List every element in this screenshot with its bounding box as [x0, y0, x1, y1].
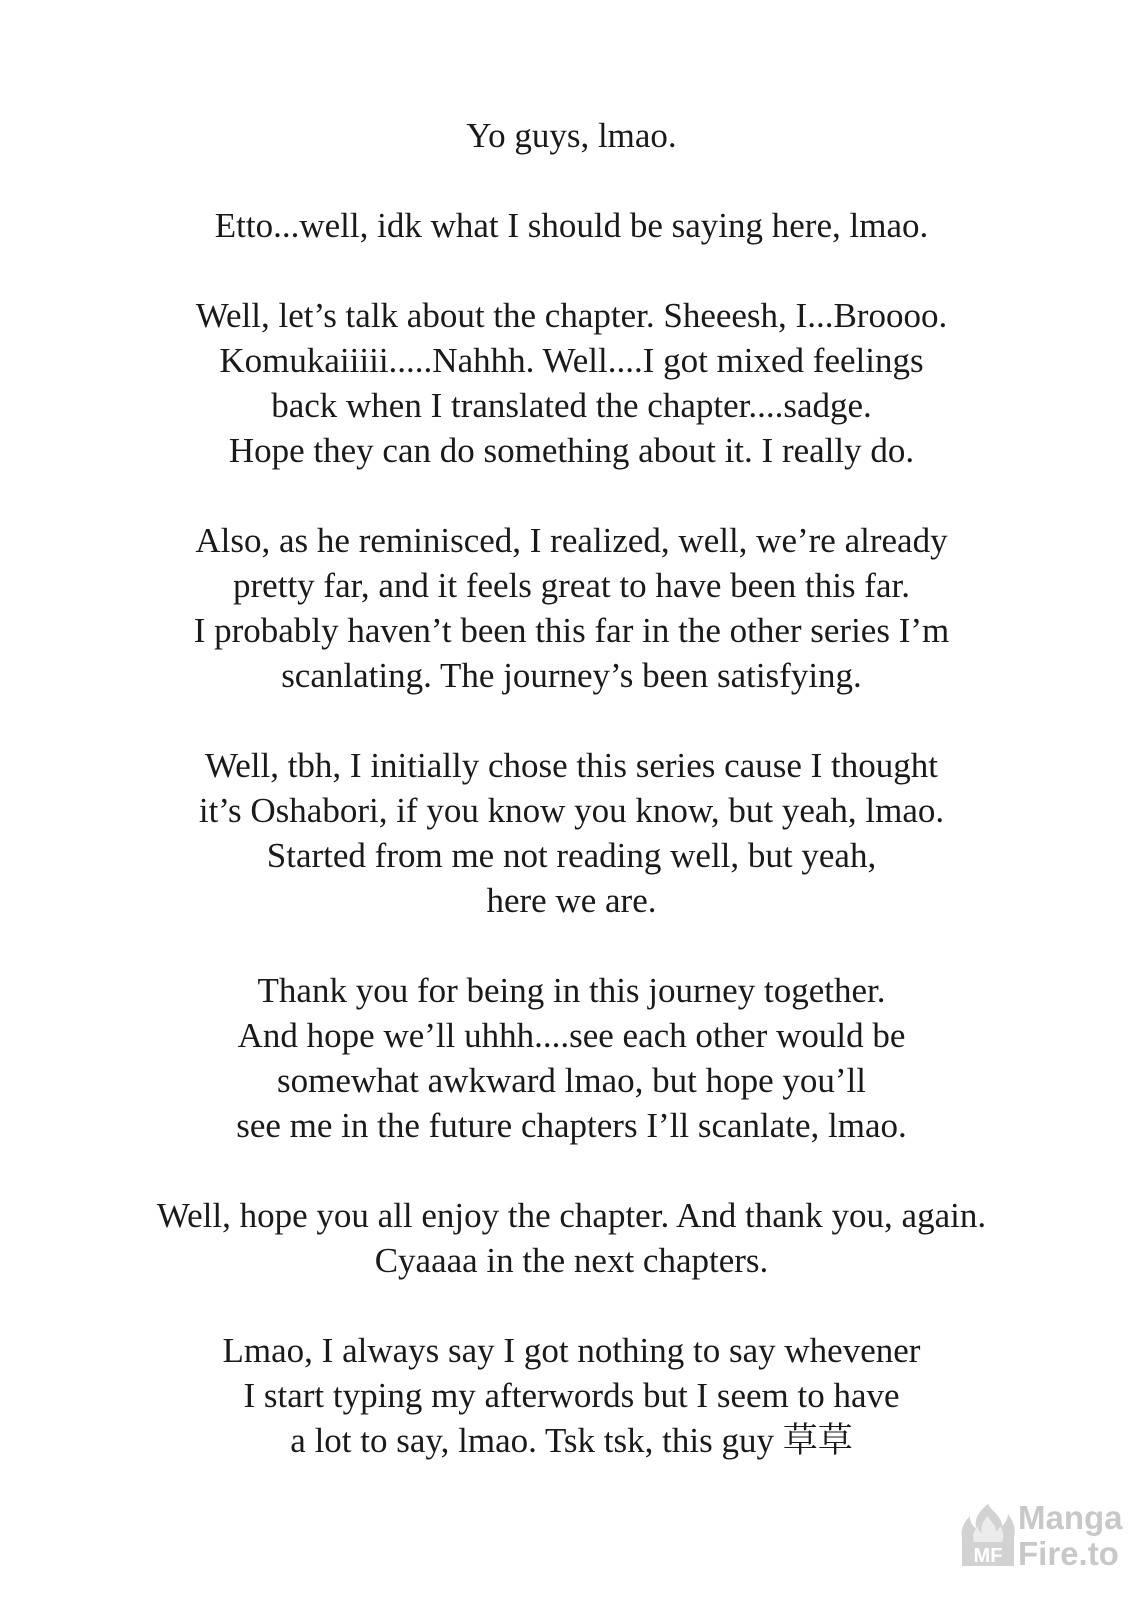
paragraph-origin [0, 743, 1143, 923]
watermark-line-2: Fire.to [1018, 1535, 1119, 1572]
text-line: somewhat awkward lmao, but hope you’ll [276, 1061, 867, 1100]
watermark-line-1: Manga [1018, 1499, 1123, 1536]
flame-logo-icon [958, 1502, 1018, 1570]
text-line: Started from me not reading well, but yeah, [266, 836, 877, 875]
text-line: Hope they can do something about it. I really do. [228, 431, 915, 470]
text-line: Thank you for being in this journey together. [257, 971, 886, 1010]
text-line: scanlating. The journey’s been satisfying. [281, 656, 862, 695]
paragraph-intro [0, 203, 1143, 248]
paragraph-greeting [0, 113, 1143, 158]
text-line: back when I translated the chapter....sadge. [271, 386, 872, 425]
mangafire-watermark [958, 1498, 1138, 1578]
paragraph-closing [0, 1328, 1143, 1463]
afterword-text [0, 113, 1143, 1508]
text-line: Well, hope you all enjoy the chapter. And thank you, again. [156, 1196, 987, 1235]
text-line: see me in the future chapters I’ll scanlate, lmao. [236, 1106, 907, 1145]
paragraph-chapter-talk [0, 293, 1143, 473]
text-line: Well, let’s talk about the chapter. Sheeesh, I...Broooo. [195, 296, 948, 335]
paragraph-enjoy [0, 1193, 1143, 1283]
text-line: it’s Oshabori, if you know you know, but yeah, lmao. [198, 791, 945, 830]
text-line: Yo guys, lmao. [466, 116, 677, 155]
text-line: Cyaaaa in the next chapters. [374, 1241, 769, 1280]
text-line: I start typing my afterwords but I seem to have [243, 1376, 900, 1415]
text-line: Well, tbh, I initially chose this series cause I thought [204, 746, 938, 785]
text-line: And hope we’ll uhhh....see each other would be [237, 1016, 906, 1055]
watermark-logo-letters: MF [973, 1545, 1003, 1567]
text-line: Komukaiiiii.....Nahhh. Well....I got mixed feelings [219, 341, 924, 380]
paragraph-thanks [0, 968, 1143, 1148]
text-line: here we are. [486, 881, 657, 920]
text-line: Also, as he reminisced, I realized, well, we’re already [195, 521, 948, 560]
text-line: Etto...well, idk what I should be saying here, lmao. [214, 206, 929, 245]
text-line: pretty far, and it feels great to have been this far. [233, 566, 910, 605]
text-line: I probably haven’t been this far in the other series I’m [193, 611, 950, 650]
paragraph-reminisce [0, 518, 1143, 698]
text-line: a lot to say, lmao. Tsk tsk, this guy 草草 [290, 1421, 853, 1460]
watermark-text [1018, 1500, 1123, 1572]
text-line: Lmao, I always say I got nothing to say whevener [222, 1331, 921, 1370]
